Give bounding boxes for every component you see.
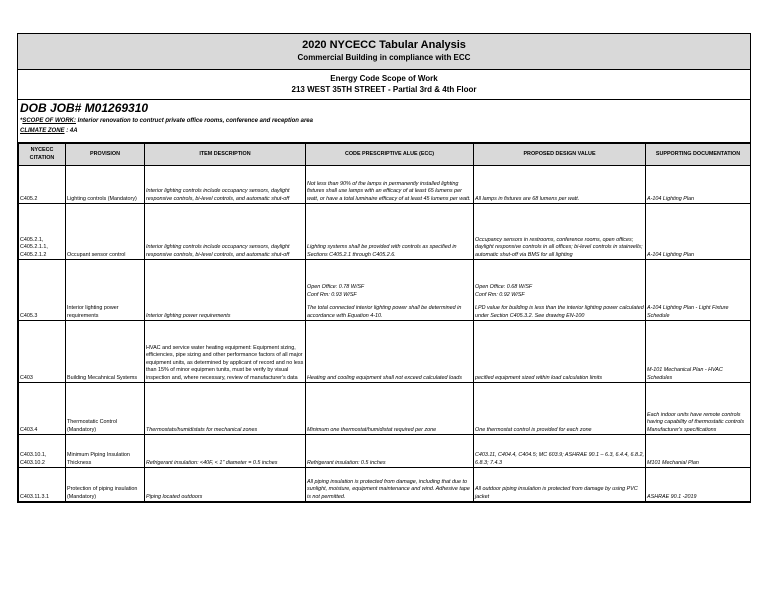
- cell-code: Heating and cooling equipment shall not exceed calculated loads: [306, 321, 474, 383]
- cell-documentation: Each indoor units have remote controls having capability of thermostatic controls Manufacturer's specifications: [646, 383, 751, 435]
- cell-code: Lighting systems shall be provided with controls as specified in Sections C405.2.1 through C405.2.6.: [306, 204, 474, 260]
- cell-item: Thermostats/humidistats for mechanical zones: [145, 383, 306, 435]
- cell-citation: C403.4: [19, 383, 66, 435]
- scope-text: Interior renovation to contruct private office rooms, conference and reception area: [76, 118, 313, 124]
- cell-documentation: ASHRAE 90.1 -2019: [646, 468, 751, 502]
- cell-provision: Lighting controls (Mandatory): [66, 166, 145, 204]
- cell-proposed: pecified equipment sized within load calculation limits: [474, 321, 646, 383]
- cell-proposed: All outdoor piping insulation is protected from damage by using PVC jacket: [474, 468, 646, 502]
- cell-proposed: [474, 260, 646, 321]
- cell-documentation: A-104 Lighting Plan: [646, 166, 751, 204]
- cell-code: Not less than 90% of the lamps in permanently installed lighting fixtures shall use lamps with an efficacy of at least 65 lumens per watt, or have a total luminaire efficacy of at least 45 lumens per watt.: [306, 166, 474, 204]
- cell-citation: C403.10.1, C403.10.2: [19, 435, 66, 468]
- scope-label: SCOPE OF WORK:: [22, 118, 77, 124]
- cell-citation: C405.2: [19, 166, 66, 204]
- cell-proposed: All lamps in fixtures are 68 lumens per watt.: [474, 166, 646, 204]
- col-header-proposed: PROPOSED DESIGN VALUE: [474, 144, 646, 166]
- table-row: [19, 383, 751, 435]
- climate-value: : 4A: [64, 128, 78, 134]
- climate-zone: [20, 128, 78, 134]
- cell-item: Refrigerant insulation: <40F, < 1" diameter = 0.5 inches: [145, 435, 306, 468]
- cell-code: Minimum one thermostat/humidistat required per zone: [306, 383, 474, 435]
- cell-code: Refrigerant insulation: 0.5 inches: [306, 435, 474, 468]
- title-band: [18, 34, 750, 70]
- cell-proposed: C403.11, C404.4, C404.5; MC 603.9; ASHRAE 90.1 – 6.3, 6.4.4, 6.8.2, 6.8.3; 7.4.3: [474, 435, 646, 468]
- scope-of-work: [20, 118, 313, 124]
- cell-provision: Building Mecahnical Systems: [66, 321, 145, 383]
- compliance-table: [18, 143, 751, 502]
- cell-provision: Thermostatic Control (Mandatory): [66, 383, 145, 435]
- cell-citation: C403.11.3.1: [19, 468, 66, 502]
- analysis-sheet: [17, 33, 751, 503]
- cell-provision: Occupant sensor control: [66, 204, 145, 260]
- cell-provision: Minimum Piping Insulation Thickness: [66, 435, 145, 468]
- cell-code: All piping insulation is protected from damage, including that due to sunlight, moisture, equipment maintenance and wind. Adhesive tape is not permitted.: [306, 468, 474, 502]
- col-header-documentation: SUPPORTING DOCUMENTATION: [646, 144, 751, 166]
- table-row: [19, 435, 751, 468]
- cell-documentation: M-101 Mechanical Plan - HVAC Schedules: [646, 321, 751, 383]
- table-row: [19, 321, 751, 383]
- cell-documentation: M101 Mechanial Plan: [646, 435, 751, 468]
- table-header-row: [19, 144, 751, 166]
- job-number: DOB JOB# M01269310: [20, 101, 149, 115]
- cell-item: HVAC and service water heating equipment: Equipment sizing, efficiencies, pipe sizing and other performance factors of all major equipment units, as determined by applicant of record and no less than 15% of minor equipmen tunits, must be verify by visual inspection and, where necessary, review of manufacturer's data: [145, 321, 306, 383]
- col-header-provision: PROVISION: [66, 144, 145, 166]
- col-header-item: ITEM DESCRIPTION: [145, 144, 306, 166]
- cell-code: [306, 260, 474, 321]
- cell-item: Piping located outdoors: [145, 468, 306, 502]
- scope-title: Energy Code Scope of Work: [330, 74, 438, 83]
- scope-band: [18, 70, 750, 100]
- cell-citation: C405.2.1, C405.2.1.1, C405.2.1.2: [19, 204, 66, 260]
- project-address: 213 WEST 35TH STREET - Partial 3rd & 4th Floor: [291, 85, 477, 94]
- climate-label: CLIMATE ZONE: [20, 128, 65, 134]
- proposed-lpd: LPD value for building is less than the interior lighting power calculated under Section C405.3.2. See drawing EN-100: [475, 305, 644, 319]
- cell-proposed: One thermostat control is provided for each zone: [474, 383, 646, 435]
- col-header-code: CODE PRESCRIPTIVE ALUE (ECC): [306, 144, 474, 166]
- page-subtitle: Commercial Building in compliance with ECC: [297, 53, 471, 62]
- cell-documentation: A-104 Lighting Plan - Light Fixture Schedule: [646, 260, 751, 321]
- col-header-citation: NYCECC CITATION: [19, 144, 66, 166]
- table-row: [19, 166, 751, 204]
- table-row: [19, 204, 751, 260]
- cell-documentation: A-104 Lighting Plan: [646, 204, 751, 260]
- cell-provision: Interior lighting power requirements: [66, 260, 145, 321]
- cell-item: Interior lighting controls include occupancy sensors, daylight responsive controls, bi-level controls, and automatic shut-off: [145, 166, 306, 204]
- cell-item: Interior lighting power requirements: [145, 260, 306, 321]
- cell-citation: C403: [19, 321, 66, 383]
- scope-prefix: *: [20, 118, 23, 124]
- cell-citation: C405.3: [19, 260, 66, 321]
- job-info: [18, 100, 750, 143]
- cell-provision: Protection of piping insulation (Mandatory): [66, 468, 145, 502]
- cell-item: Interior lighting controls include occupancy sensors, daylight responsive controls, bi-level controls, and automatic shut-off: [145, 204, 306, 260]
- code-conf-room: Conf Rm: 0.93 W/SF: [307, 291, 357, 298]
- code-open-office: Open Office: 0.78 W/SF: [307, 284, 365, 291]
- code-lighting-power: The total connected interior lighting power shall be determined in accordance with Equation 4-10.: [307, 305, 462, 319]
- proposed-open-office: Open Office: 0.68 W/SF: [475, 284, 533, 291]
- page-title: 2020 NYCECC Tabular Analysis: [302, 39, 466, 51]
- table-row: [19, 468, 751, 502]
- cell-proposed: Occupancy sensors in restrooms, conference rooms, open offices; daylight responsive controls in all offices; bi-level controls in stairwells; automatic shut-off via BMS for all lighting: [474, 204, 646, 260]
- proposed-conf-room: Conf Rm: 0.92 W/SF: [475, 291, 525, 298]
- table-row: [19, 260, 751, 321]
